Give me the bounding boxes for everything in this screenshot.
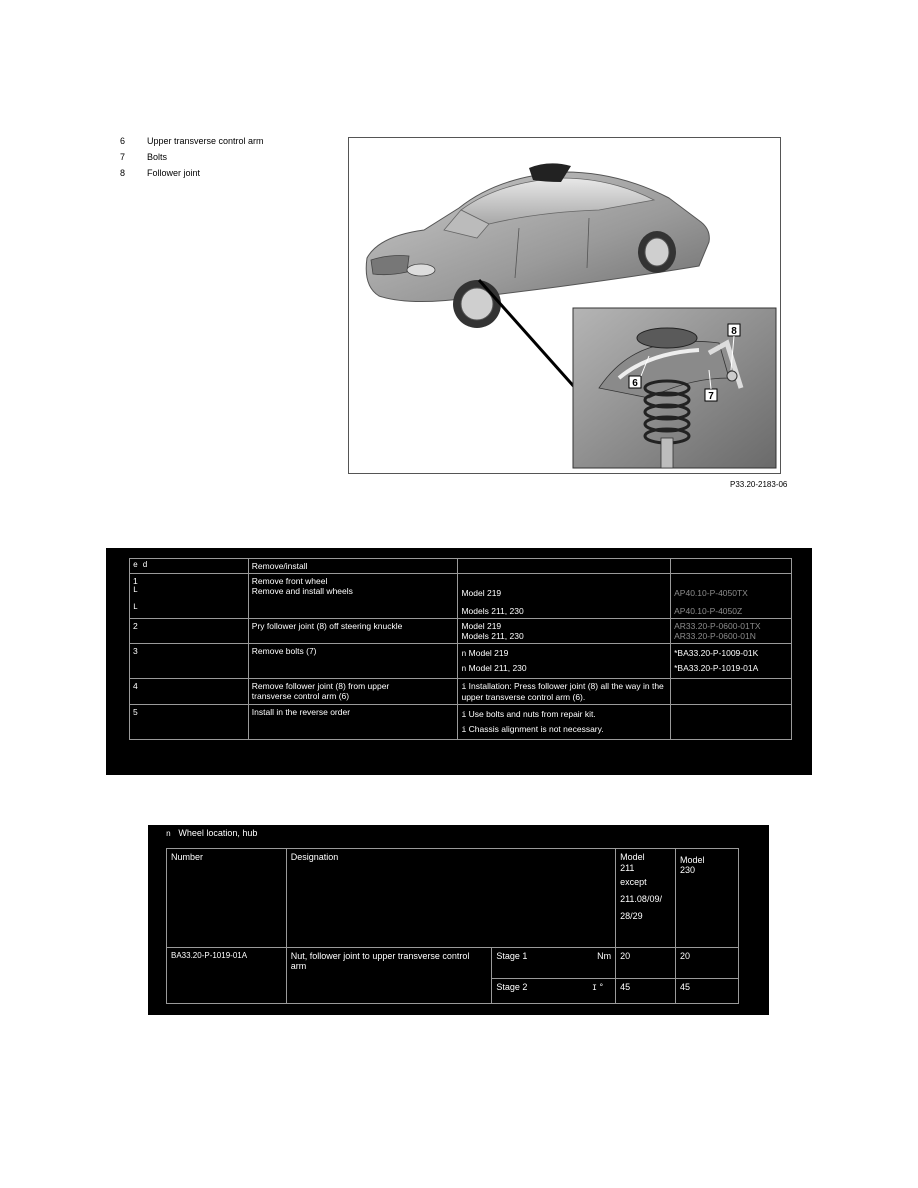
vehicle-illustration (348, 137, 781, 474)
step-note: Use bolts and nuts from repair kit. (468, 709, 596, 719)
torque-mark: n (166, 830, 171, 839)
step-action: Remove bolts (7) (248, 644, 458, 679)
step-note: Model 219 (461, 588, 502, 598)
step-action: Remove and install wheels (251, 586, 353, 596)
car-drawing (349, 138, 780, 473)
legend-number: 6 (120, 136, 126, 146)
step-action: Remove follower joint (8) from upper (251, 681, 390, 691)
stage-unit: ° (599, 982, 604, 992)
legend-item (120, 133, 264, 149)
step-note: Installation: Press follower joint (8) all the way in the upper transverse control arm (6). (461, 681, 664, 702)
table-row (130, 619, 792, 644)
step-action: Remove front wheel (251, 576, 328, 586)
legend-label: Bolts (147, 152, 168, 162)
step-number: 3 (130, 644, 249, 679)
header-model-b: 230 (680, 865, 696, 875)
figure-id: P33.20-2183-06 (730, 480, 788, 489)
callout-8: 8 (731, 326, 737, 337)
figure-legend (120, 133, 264, 181)
callout-6: 6 (632, 378, 638, 389)
torque-table (166, 848, 739, 1004)
note-mark: i (461, 726, 467, 735)
stage-label: Stage 1 (496, 951, 528, 961)
note-mark: i (461, 683, 467, 692)
legend-number: 7 (120, 152, 126, 162)
step-note: Model 219 (461, 621, 502, 631)
value-model-b: 20 (676, 948, 739, 979)
doc-reference-link[interactable]: AR33.20-P-0600-01TX (674, 621, 761, 631)
table-row (130, 644, 792, 679)
step-note: Models 211, 230 (461, 631, 524, 641)
table-row (167, 948, 739, 979)
header-model-a: 28/29 (620, 911, 643, 921)
stage-label: Stage 2 (496, 982, 528, 992)
step-note: Model 211, 230 (468, 663, 527, 673)
step-note: Model 219 (468, 648, 509, 658)
step-action: Pry follower joint (8) off steering knuckle (248, 619, 458, 644)
torque-block (148, 825, 769, 1015)
header-model-b: Model (680, 855, 705, 865)
sub-mark: L (133, 586, 138, 595)
table-row (130, 705, 792, 740)
table-header-row (167, 849, 739, 948)
table-row (130, 679, 792, 705)
header-number: Number (167, 849, 287, 948)
part-number: BA33.20-P-1019-01A (167, 948, 287, 1004)
legend-label: Upper transverse control arm (147, 136, 264, 146)
header-designation: Designation (286, 849, 615, 948)
torque-heading: Wheel location, hub (178, 828, 258, 838)
header-model-a: except (620, 877, 647, 887)
step-action: Install in the reverse order (248, 705, 458, 740)
legend-label: Follower joint (147, 168, 201, 178)
procedure-block (106, 548, 812, 775)
note-mark: i (461, 711, 467, 720)
value-model-a: 20 (616, 948, 676, 979)
step-note: Models 211, 230 (461, 606, 524, 616)
stage-unit: Nm (597, 951, 612, 961)
part-designation: Nut, follower joint to upper transverse control arm (286, 948, 492, 1004)
header-model-a: Model (620, 852, 645, 862)
legend-item (120, 149, 264, 165)
note-mark: n (461, 650, 467, 659)
doc-reference-link[interactable]: *BA33.20-P-1009-01K (674, 648, 759, 658)
step-number: 5 (130, 705, 249, 740)
doc-reference-link[interactable]: AR33.20-P-0600-01N (674, 631, 756, 641)
doc-reference-link[interactable]: AP40.10-P-4050Z (674, 606, 743, 616)
doc-reference-link[interactable]: AP40.10-P-4050TX (674, 588, 748, 598)
unit-mark: I (592, 984, 597, 993)
note-mark: n (461, 665, 467, 674)
header-model-a: 211 (620, 863, 635, 873)
header-title: Remove/install (248, 559, 458, 574)
step-action: transverse control arm (6) (251, 691, 350, 701)
procedure-table (129, 558, 792, 740)
value-model-b: 45 (676, 979, 739, 1004)
step-number: 1 (133, 576, 138, 586)
doc-reference-link[interactable]: *BA33.20-P-1019-01A (674, 663, 759, 673)
step-number: 4 (130, 679, 249, 705)
legend-number: 8 (120, 168, 126, 178)
callout-7: 7 (708, 391, 714, 402)
header-code: e d (130, 559, 249, 574)
torque-title (166, 828, 257, 839)
table-header-row (130, 559, 792, 574)
table-row (130, 574, 792, 619)
step-note: Chassis alignment is not necessary. (468, 724, 604, 734)
legend-item (120, 165, 264, 181)
value-model-a: 45 (616, 979, 676, 1004)
header-model-a: 211.08/09/ (620, 894, 662, 904)
sub-mark: L (133, 603, 138, 612)
step-number: 2 (130, 619, 249, 644)
